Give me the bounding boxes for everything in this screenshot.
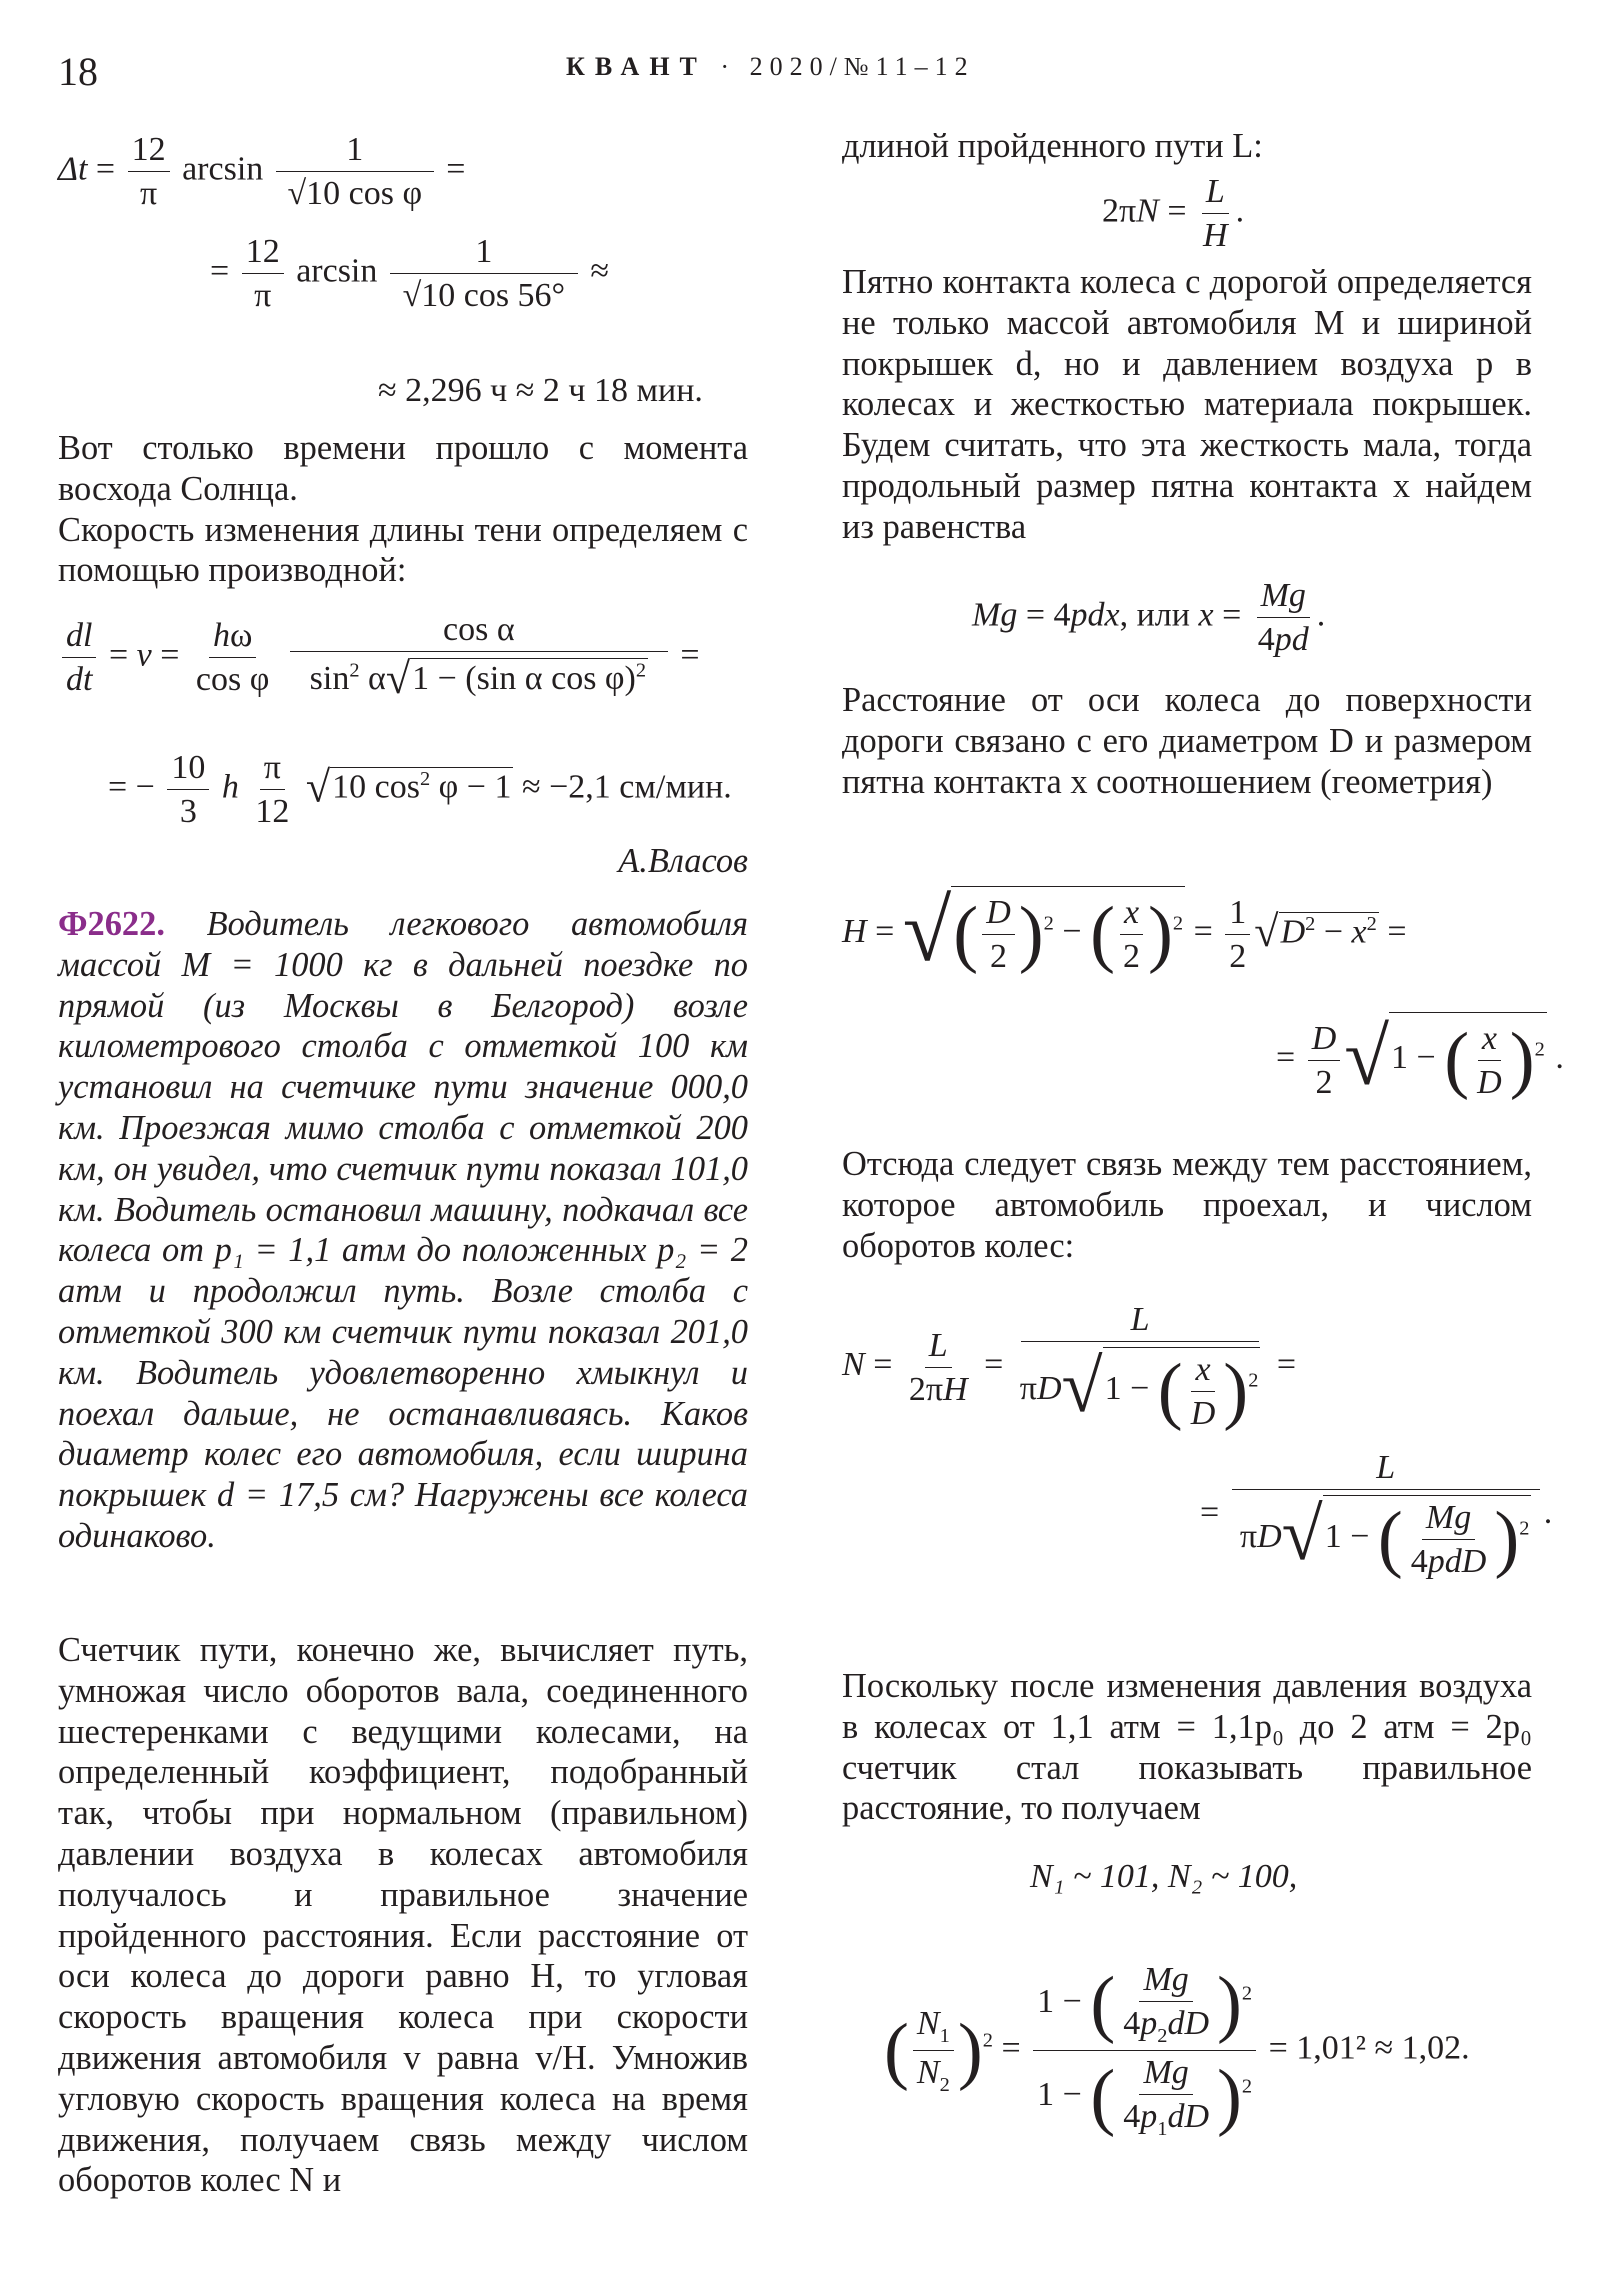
frac-num: L [1202, 172, 1229, 214]
frac-num: dl [62, 616, 96, 658]
frac-num: 1 [390, 232, 578, 274]
formula-dl-line2: = − $\frac{10}{3}$ h $\frac{\pi}{12}$ √10 $\cos^2 \varphi - 1 \approx -2,1$ см/мин. [108, 749, 732, 831]
frac-num: x [1478, 1019, 1501, 1061]
frac-num: cos α [290, 610, 668, 652]
arcsin-fn: arcsin [296, 252, 378, 290]
fraction-dl-dt [62, 616, 96, 699]
formula-mg-connector: , или [1119, 596, 1190, 634]
frac-num: $N_1$ [913, 2004, 954, 2051]
right-para-5 [842, 1666, 1532, 1829]
frac-num: L [1232, 1448, 1540, 1490]
frac-num: 1 − ( $\frac{Mg}{4p_2dD}$ )$^2$ [1033, 1960, 1256, 2051]
journal-name: КВАНТ [566, 52, 707, 81]
right-para-2 [842, 262, 1532, 548]
frac-num: 12 [242, 232, 284, 274]
frac-den: π [254, 277, 272, 315]
paragraph: длиной пройденного пути L: [842, 127, 1263, 165]
left-para-1 [58, 428, 748, 591]
frac-num: 10 [167, 748, 209, 790]
frac-den: cos φ [195, 660, 270, 698]
frac-den: π [140, 175, 158, 213]
fraction-h-omega [192, 616, 273, 699]
formula-2piN: 2πN = $\frac{L}{H}$ . [1102, 173, 1245, 255]
frac-den: √10 cos 56° [402, 277, 566, 315]
frac-num: x [1120, 893, 1143, 935]
frac-num: x [1191, 1350, 1214, 1392]
paragraph: Пятно контакта колеса с дорогой определяется не только массой автомобиля M и шириной покрышек d, но и давлением воздуха p в колесах и жесткостью материала покрышек. Будем считать, что эта жесткость мала, тогда продольный размер пятна контакта x найдем из равенства [842, 263, 1532, 546]
frac-num: Mg [1139, 1960, 1192, 2002]
frac-den: D [1477, 1063, 1502, 1101]
fraction-pi-12 [251, 748, 293, 831]
paragraph: Расстояние от оси колеса до поверхности дороги связано с его диаметром D и размером пятна контакта x соотношением (геометрия) [842, 681, 1532, 801]
formula-N-line2: = L πD√1 − ( $\frac{Mg}{\text{4pdD}}$ )$^2$ . [1200, 1448, 1552, 1582]
formula-H-line2: = $\frac{D}{2}$ √1 − ( $\frac{x}{D}$ )$^2$ . [1276, 1011, 1564, 1102]
frac-num: hω [209, 616, 256, 658]
frac-den: 12 [255, 793, 290, 831]
frac-den: H [1203, 217, 1228, 255]
right-para-3 [842, 680, 1532, 802]
frac-den: $4p_2dD$ [1123, 2005, 1209, 2047]
frac-num: 12 [128, 130, 170, 172]
frac-den: 3 [179, 793, 197, 831]
frac-num: Mg [1422, 1498, 1475, 1540]
frac-den: $\sin^2 \alpha√1 - (\sin$ α cos φ)$^2$ [309, 654, 647, 704]
frac-den: πD√1 − ( $\frac{x}{D}$ )$^2$ [1016, 1342, 1265, 1434]
formula-dl-line1: $\frac{dl}{dt}$ = v = $\frac{h\omega}{\text{cos φ}}$ $\frac{\text{cos α}}{\sin^2 \alpha√1 - (\sin \alpha \cos \varphi)^2}$ = [58, 610, 700, 705]
formula-mg: Mg = 4pdx, или x = $\frac{Mg}{4pd}$ . [972, 577, 1326, 659]
fraction-12-pi [128, 130, 170, 213]
paragraph: Вот столько времени прошло с момента восхода Солнца. [58, 429, 748, 508]
formula-dt-line2: = $\frac{12}{\pi}$ arcsin $\frac{1}{√10 \cos 56^\circ}$ ≈ [210, 233, 610, 315]
fraction-L-H [1199, 172, 1232, 255]
frac-den: 2 [1122, 937, 1140, 975]
frac-den: 2 [989, 937, 1007, 975]
formula-n1-n2: N₁ ~ 101, N₂ ~ 100, [1030, 1858, 1298, 1895]
signature: А.Власов [618, 842, 748, 880]
frac-num: Mg [1257, 576, 1310, 618]
formula-dt-lhs: Δt [58, 150, 88, 188]
fraction-12-pi [242, 232, 284, 315]
fraction-cos-alpha [290, 610, 668, 705]
frac-num: L [1021, 1300, 1259, 1342]
running-header [566, 52, 975, 82]
fraction-mg-4pd [1254, 576, 1313, 659]
formula-dt-line1: Δt = $\frac{12}{\pi}$ arcsin $\frac{1}{\text{√10 cos φ}}$ = [58, 131, 466, 213]
paragraph: Поскольку после изменения давления воздуха в колесах от 1,1 атм = 1,1p₀ до 2 атм = 2p₀ счетчик стал показывать правильное расстояние, то получаем [842, 1667, 1532, 1828]
paragraph: Счетчик пути, конечно же, вычисляет путь, умножая число оборотов вала, соединенного шестеренками с ведущими колесами, на определенный коэффициент, подобранный так, чтобы при нормальном (правильном) давлении воздуха в колесах автомобиля получалось и правильное значение пройденного расстояния. Если расстояние от оси колеса до дороги равно H, то угловая скорость вращения колеса при скорости движения автомобиля v равна v/H. Умножив угловую скорость вращения колеса на время движения, получаем связь между числом оборотов колес N и [58, 1631, 748, 2200]
fraction-arg [276, 130, 434, 213]
problem-title: Ф2622. [58, 905, 165, 943]
frac-den: 2πH [908, 1370, 968, 1408]
right-para-1 [842, 126, 1532, 167]
frac-den: πD√1 − ( $\frac{Mg}{\text{4pdD}}$ )$^2$ [1236, 1490, 1536, 1582]
left-para-3 [58, 1630, 748, 2201]
frac-num: D [982, 893, 1015, 935]
formula-dt-result: ≈ 2,296 ч ≈ 2 ч 18 мин. [378, 372, 703, 409]
frac-num: 1 [1225, 893, 1250, 935]
issue-label: · 2020/№11–12 [720, 52, 975, 81]
fraction-10-3 [167, 748, 209, 831]
frac-den: $4p_1dD$ [1123, 2098, 1209, 2141]
frac-den: 2 [1315, 1063, 1333, 1101]
formula-dl-result: ≈ −2,1 см/мин. [521, 768, 732, 806]
frac-num: Mg [1139, 2053, 1192, 2095]
frac-den: dt [66, 660, 93, 698]
formula-H-line1: H = √( $\frac{D}{2}$ )$^2$ − ( $\frac{x}{2}$ )$^2$ = $\frac{1}{2}$ $√D^2 - x^2$ = [842, 882, 1407, 980]
frac-den: D [1190, 1394, 1216, 1432]
arcsin-fn: arcsin [182, 150, 264, 188]
frac-num: L [925, 1326, 952, 1368]
formula-N-line1: N = $\frac{L}{2\pi H}$ = L πD√1 − ( $\frac{x}{D}$ )$^2$ = [842, 1300, 1296, 1434]
right-para-4 [842, 1144, 1532, 1266]
frac-den: 1 − ( $\frac{Mg}{4p_1dD}$ )$^2$ [1037, 2054, 1253, 2141]
problem-block [58, 904, 748, 1557]
paragraph: Скорость изменения длины тени определяем с помощью производной: [58, 510, 748, 590]
frac-num: D [1308, 1019, 1341, 1061]
problem-text: Водитель легкового автомобиля массой M = 1000 кг в дальней поездке по прямой (из Москвы в Белгород) возле километрового столба с отметкой 100 км установил на счетчике пути значение 000,0 км. Проезжая мимо столба с отметкой 200 км, он увидел, что счетчик пути показал 101,0 км. Водитель остановил машину, подкачал все колеса от p₁ = 1,1 атм до положенных p₂ = 2 атм и продолжил путь. Возле столба с отметкой 300 км счетчик пути показал 201,0 км. Водитель удовлетворенно хмыкнул и поехал дальше, не останавливаясь. Каков диаметр колес его автомобиля, если ширина покрышек d = 17,5 см? Нагружены все колеса одинаково. [58, 905, 748, 1555]
frac-den: 4pd [1257, 621, 1309, 659]
page-number: 18 [58, 49, 98, 94]
fraction-arg [390, 232, 578, 315]
frac-num: 1 [276, 130, 434, 172]
problem-statement [58, 904, 748, 1557]
frac-den: 2 [1229, 937, 1247, 975]
formula-ratio: ( $\frac{N_1}{N_2}$ )$^2$ = 1 − ( $\frac{Mg}{4p_2dD}$ )$^2$ 1 − ( $\frac{Mg}{4p_1dD}$ )$^2$ = 1,01² ≈ 1,02. [884, 1961, 1470, 2141]
frac-den: $N_2$ [916, 2054, 950, 2097]
paragraph: Отсюда следует связь между тем расстоянием, которое автомобиль проехал, и числом оборотов колес: [842, 1145, 1532, 1265]
frac-den: √10 cos φ [287, 175, 423, 213]
frac-den: 4pdD [1410, 1542, 1487, 1580]
frac-num: π [260, 748, 285, 790]
formula-ratio-result: = 1,01² ≈ 1,02. [1268, 2029, 1470, 2067]
